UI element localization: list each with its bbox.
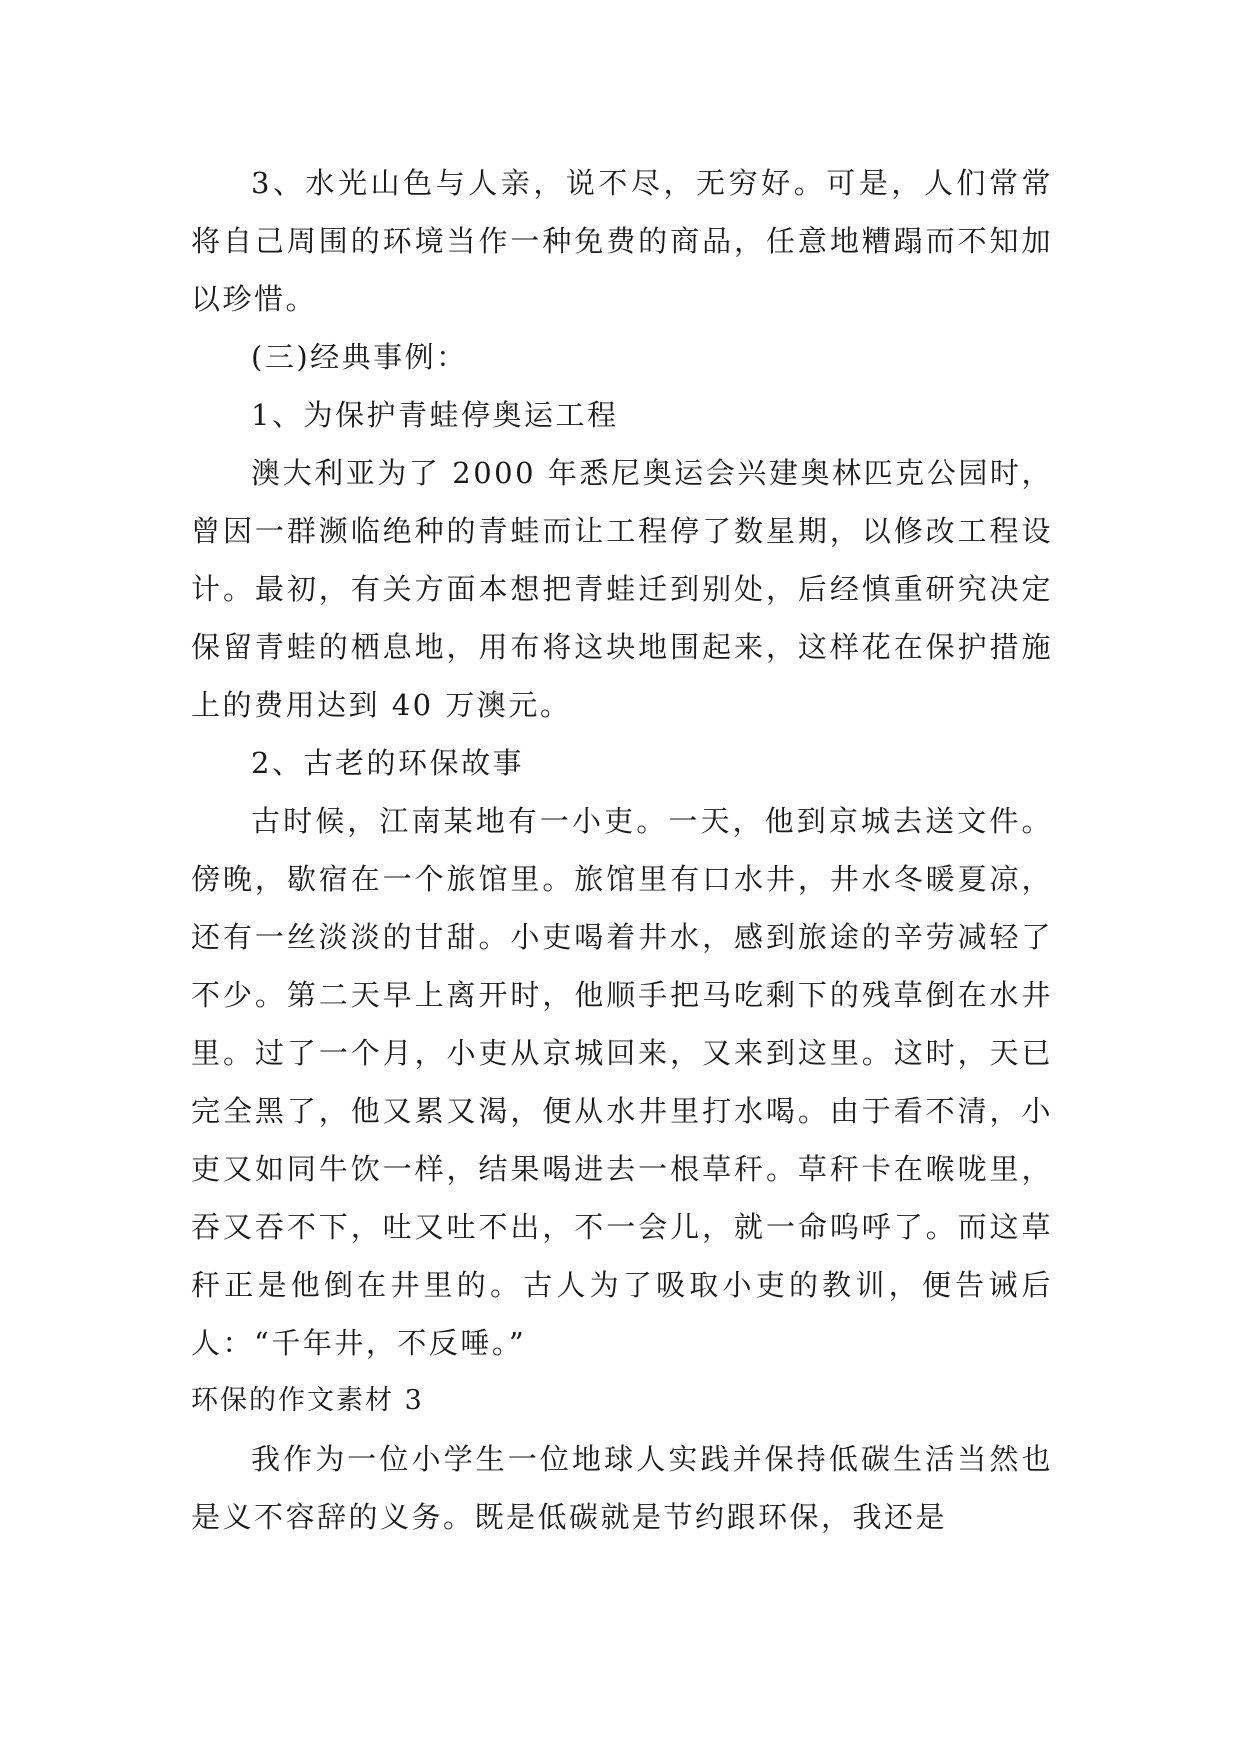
section-title: 环保的作文素材 3 [191, 1385, 424, 1416]
document-body [191, 154, 1053, 1546]
heading-ancient-story: 2、古老的环保故事 [251, 746, 524, 780]
paragraph-low-carbon: 我作为一位小学生一位地球人实践并保持低碳生活当然也是义不容辞的义务。既是低碳就是节约跟环保，我还是 [191, 1442, 1053, 1534]
paragraph-ancient-story: 古时候，江南某地有一小吏。一天，他到京城去送文件。傍晚，歇宿在一个旅馆里。旅馆里有口水井，井水冬暖夏凉，还有一丝淡淡的甘甜。小吏喝着井水，感到旅途的辛劳减轻了不少。第二天早上离开时，他顺手把马吃剩下的残草倒在水井里。过了一个月，小吏从京城回来，又来到这里。这时，天已完全黑了，他又累又渴，便从水井里打水喝。由于看不清，小吏又如同牛饮一样，结果喝进去一根草秆。草秆卡在喉咙里，吞又吞不下，吐又吐不出，不一会儿，就一命呜呼了。而这草秆正是他倒在井里的。古人为了吸取小吏的教训，便告诫后人：“千年井，不反唾。” [191, 804, 1053, 1360]
heading-classic-cases: (三)经典事例： [251, 340, 468, 374]
heading-frog-olympics: 1、为保护青蛙停奥运工程 [251, 398, 619, 432]
paragraph-frog-olympics: 澳大利亚为了 2000 年悉尼奥运会兴建奥林匹克公园时，曾因一群濒临绝种的青蛙而让工程停了数星期，以修改工程设计。最初，有关方面本想把青蛙迁到别处，后经慎重研究决定保留青蛙的栖息地，用布将这块地围起来，这样花在保护措施上的费用达到 40 万澳元。 [191, 456, 1053, 722]
paragraph-water-mountain: 3、水光山色与人亲，说不尽，无穷好。可是，人们常常将自己周围的环境当作一种免费的商品，任意地糟蹋而不知加以珍惜。 [191, 166, 1053, 316]
